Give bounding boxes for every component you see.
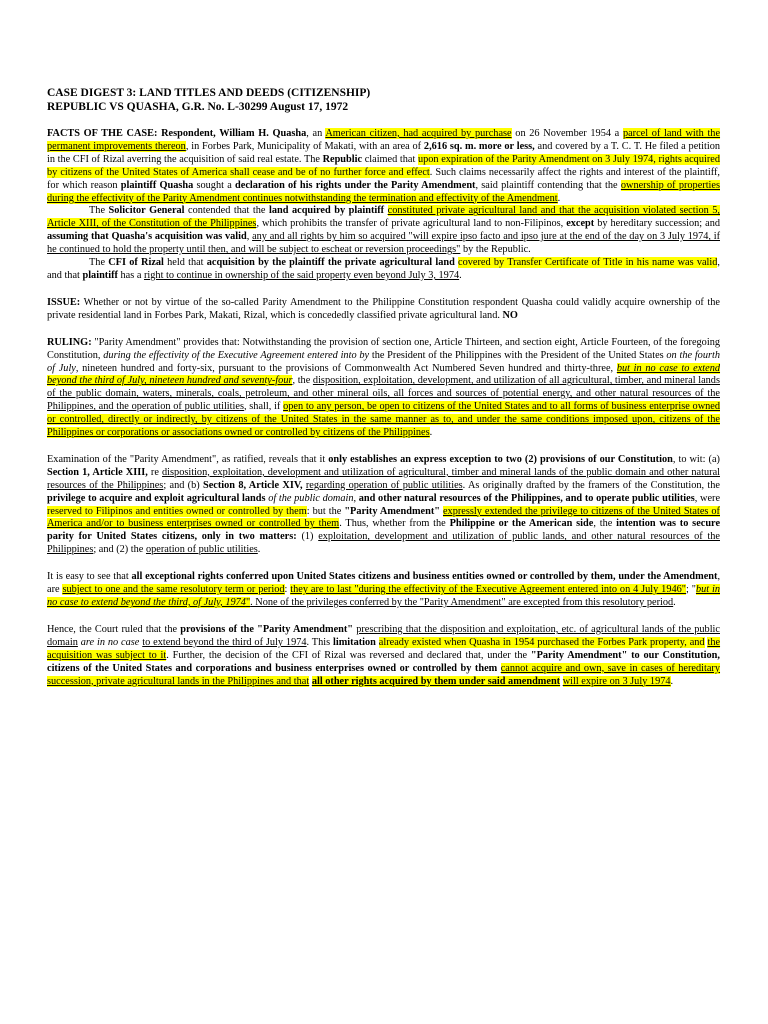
text-run: on 26 November 1954 a: [511, 128, 623, 139]
case-citation: REPUBLIC VS QUASHA, G.R. No. L-30299 August 17, 1972: [47, 101, 349, 113]
text-run: FACTS OF THE CASE: Respondent, William H. Quasha: [47, 128, 307, 139]
text-run: Solicitor General: [108, 205, 185, 217]
text-run: re: [147, 466, 163, 478]
examination-paragraph: [47, 454, 720, 557]
text-run: but in no case to extend beyond the third of July, nineteen hundred and seventy-four: [47, 362, 721, 387]
text-run: by the Republic.: [460, 244, 531, 256]
text-run: RULING:: [47, 336, 92, 348]
text-run: , are: [47, 571, 721, 596]
text-run: .: [459, 269, 462, 281]
text-run: , shall, if: [243, 401, 284, 413]
text-run: to extend beyond the third of July 1974: [142, 636, 307, 648]
text-run: , nineteen hundred and forty-six, pursuant to the provisions of Commonwealth Act Numbered Seven hundred and thirty-three,: [75, 362, 617, 374]
text-run: regarding operation of public utilities: [305, 479, 463, 491]
text-run: privilege to acquire and exploit agricultural lands: [47, 492, 266, 504]
text-run: exploitation, development and utilization of public lands, and other natural resources of the Philippines: [47, 531, 720, 556]
text-run: covered by Transfer Certificate of Title in his name was valid: [458, 257, 718, 269]
resolutory-period-paragraph: [47, 571, 720, 610]
text-run: open to any person, be open to citizens of the United States and to all forms of business enterprise owned or controlled, directly or indirectly, by citizens of the United States in the same manner as to, and under the same conditions imposed upon, citizens of the Philippines or corporations or associations owned or controlled by citizens of the Philippines: [47, 401, 720, 439]
text-run: Republic: [322, 153, 363, 165]
text-run: (1): [296, 531, 319, 543]
facts-paragraph-1: [47, 128, 720, 205]
text-run: claimed that: [362, 153, 418, 165]
text-run: sought a: [193, 179, 236, 191]
text-run: It is easy to see that: [47, 571, 132, 583]
text-run: cannot acquire and own, save in cases of hereditary succession, private agricultural lands in the Philippines and that: [47, 662, 721, 687]
text-run: , in Forbes Park, Municipality of Makati, with an area of: [185, 140, 424, 152]
text-run: ; ": [685, 584, 696, 596]
text-run: held that: [163, 257, 207, 269]
text-run: the President of the Philippines with the President of the United States: [369, 349, 667, 361]
text-run: Hence, the Court ruled that the: [47, 623, 181, 635]
text-run: "Parity Amendment": [344, 505, 440, 517]
text-run: Section 1, Article XIII,: [47, 466, 148, 478]
text-run: The: [89, 257, 109, 269]
text-run: expressly extended the privilege to citizens of the United States of America and/or to business enterprises owned or controlled by them: [47, 505, 720, 530]
text-run: ownership of properties during the effectivity of the Parity Amendment continues notwithstanding the termination and effectivity of the Amendment: [47, 179, 720, 204]
text-run: ; and (b): [163, 479, 203, 491]
text-run: intention was to secure parity for United States citizens, only in two matters:: [47, 518, 721, 543]
text-run: .: [429, 427, 433, 439]
text-run: Whether or not by virtue of the so-called Parity Amendment to the Philippine Constitution respondent Quasha could validly acquire ownership of the private residential land in Forbes Park, Makati, Rizal, which is concededly classified private agricultural land.: [47, 296, 720, 321]
text-run: the acquisition was subject to it: [47, 636, 721, 661]
text-run: they are to last "during the effectivity of the Executive Agreement entered into on 4 July 1946": [290, 584, 686, 596]
text-run: and covered by a T. C. T. He filed a petition in the CFI of Rizal averring the acquisition of said real estate. The: [47, 140, 721, 165]
text-run: acquisition by the plaintiff the private agricultural land: [206, 257, 455, 269]
text-run: Section 8, Article XIV,: [203, 479, 303, 491]
text-run: The: [89, 205, 109, 217]
text-run: .: [257, 544, 261, 556]
text-run: but in no case to extend beyond the third, of July, 1974: [47, 584, 720, 608]
text-run: NO: [502, 309, 518, 321]
text-run: .: [673, 597, 676, 608]
issue-paragraph: [47, 297, 720, 323]
text-run: all other rights acquired by them under said amendment: [311, 675, 561, 687]
text-run: prescribing that the disposition and exploitation, etc. of agricultural lands of the public domain: [47, 623, 720, 648]
text-run: operation of public utilities: [145, 544, 258, 556]
text-run: contended that the: [184, 205, 269, 217]
text-run: ": [245, 597, 251, 608]
text-run: .: [557, 192, 561, 204]
text-run: disposition, exploitation, development and utilization of agricultural, timber and mineral lands of the public domain and other natural resources of the Philippines: [47, 466, 720, 491]
text-run: and other natural resources of the Philippines, and to operate public utilities: [358, 492, 695, 504]
text-run: assuming that Quasha's acquisition was valid: [47, 231, 247, 243]
text-run: , an: [306, 128, 326, 139]
text-run: provisions of the "Parity Amendment": [180, 623, 354, 635]
text-run: plaintiff Quasha: [120, 179, 194, 191]
text-run: upon expiration of the Parity Amendment on 3 July 1974, rights acquired by citizens of the United States of America shall cease and be of no further force and effect: [47, 153, 720, 178]
text-run: on the fourth of July: [47, 349, 720, 374]
text-run: plaintiff: [82, 269, 118, 281]
text-run: constituted private agricultural land and that the acquisition violated section 5, Article XIII, of the Constitution of the Philippines: [47, 205, 720, 230]
text-run: . Thus, whether from the: [339, 518, 450, 530]
case-digest-page: [47, 86, 720, 688]
text-run: , the: [292, 375, 313, 387]
text-run: . This: [306, 636, 333, 648]
text-run: all exceptional rights conferred upon United States citizens and business entities owned or controlled by them, under the Amendment: [131, 571, 718, 583]
text-run: already existed when Quasha in 1954 purchased the Forbes Park property, and: [378, 636, 705, 648]
text-run: limitation: [332, 636, 376, 648]
text-run: :: [284, 584, 291, 596]
text-run: by hereditary succession; and: [594, 218, 720, 230]
text-run: 2,616 sq. m. more or less,: [423, 140, 535, 152]
text-run: ,: [353, 492, 359, 504]
text-run: ISSUE:: [47, 296, 81, 308]
text-run: of the public domain: [268, 492, 354, 504]
text-run: land acquired by plaintiff: [268, 205, 385, 217]
text-run: during the effectivity of the Executive Agreement entered into by: [103, 349, 370, 361]
text-run: , and that: [47, 257, 720, 281]
text-run: are in no case: [80, 636, 140, 648]
text-run: : but the: [306, 505, 345, 517]
text-run: ; and (2) the: [93, 544, 146, 556]
text-run: . Further, the decision of the CFI of Rizal was reversed and declared that, under the: [166, 649, 531, 661]
text-run: Examination of the "Parity Amendment", as ratified, reveals that it: [47, 453, 329, 465]
text-run: "Parity Amendment" to our Constitution, citizens of the United States and corporations and business enterprises owned or controlled by them: [47, 649, 720, 674]
text-run: any and all rights by him so acquired "will expire ipso facto and ipso jure at the end of the day on 3 July 1974, if he continued to hold the property until then, and will be subject to escheat or reversion proceedings": [47, 231, 720, 256]
text-run: . None of the privileges conferred by the "Parity Amendment" are excepted from this resolutory period: [250, 597, 674, 608]
text-run: reserved to Filipinos and entities owned or controlled by them: [47, 505, 307, 517]
text-run: CFI of Rizal: [108, 257, 164, 269]
text-run: . As originally drafted by the framers of the Constitution, the: [462, 479, 720, 491]
text-run: will expire on 3 July 1974: [562, 675, 671, 687]
text-run: only establishes an express exception to two (2) provisions of our Constitution: [328, 453, 673, 465]
document-title: CASE DIGEST 3: LAND TITLES AND DEEDS (CITIZENSHIP): [47, 87, 371, 99]
text-run: right to continue in ownership of the said property even beyond July 3, 1974: [143, 269, 460, 281]
text-run: , to wit: (a): [672, 453, 720, 465]
text-run: American citizen, had acquired by purchase: [325, 128, 512, 139]
facts-paragraph-cfi-rizal: [47, 257, 720, 283]
text-run: has a: [117, 269, 144, 281]
text-run: "Parity Amendment" provides that: Notwithstanding the provision of section one, Article Thirteen, and section eight, Article Fourteen, of the foregoing Constitution,: [47, 336, 720, 361]
text-run: Philippine or the American side: [449, 518, 594, 530]
text-run: except: [566, 218, 595, 230]
text-run: . Such claims necessarily affect the rights and interest of the plaintiff, for which reason: [47, 166, 720, 191]
facts-paragraph-solicitor-general: [47, 205, 720, 257]
text-run: subject to one and the same resolutory term or period: [62, 584, 285, 596]
conclusion-paragraph: [47, 624, 720, 689]
text-run: ,: [246, 231, 253, 243]
ruling-paragraph: [47, 337, 720, 440]
text-run: , the: [593, 518, 617, 530]
text-run: , said plaintiff contending that the: [475, 179, 621, 191]
text-run: , were: [694, 492, 721, 504]
text-run: declaration of his rights under the Parity Amendment: [235, 179, 476, 191]
text-run: , which prohibits the transfer of private agricultural land to non-Filipinos,: [256, 218, 567, 230]
text-run: parcel of land with the permanent improvements thereon: [47, 128, 721, 152]
text-run: disposition, exploitation, development, and utilization of all agricultural, timber, and mineral lands of the public domain, waters, minerals, coals, petroleum, and other mineral oils, all forces and sources of potential energy, and other natural resources of the Philippines, and the operation of public utilities: [47, 375, 720, 413]
text-run: .: [670, 675, 674, 687]
